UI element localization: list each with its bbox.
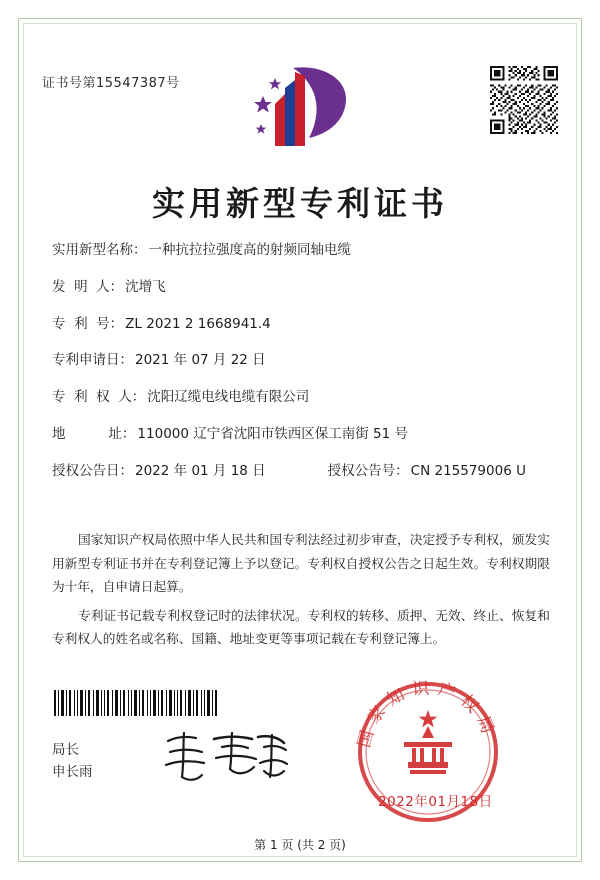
field-value-grant-number: CN 215579006 U (410, 462, 526, 479)
field-row-patentee (52, 387, 548, 407)
qr-code (490, 66, 558, 134)
cnipa-logo-icon (247, 62, 353, 152)
field-value: 一种抗拉拉强度高的射频同轴电缆 (148, 242, 351, 258)
patent-fields (52, 240, 548, 497)
field-label: 发 明 人： (52, 278, 124, 295)
director-role-label: 局长 (52, 742, 79, 758)
field-value: 2021 年 07 月 22 日 (135, 352, 266, 369)
page-footer: 第 1 页 (共 2 页) (254, 838, 346, 852)
field-row-address (52, 424, 548, 444)
field-row-inventor (52, 277, 548, 297)
seal-date: 2022年01月18日 (378, 794, 493, 810)
svg-text:国家知识产权局: 国家知识产权局 (354, 678, 501, 750)
field-value: 沈阳辽缆电线电缆有限公司 (147, 389, 310, 405)
handwritten-signature (160, 725, 290, 787)
field-label: 专利申请日： (52, 352, 133, 369)
director-name-label: 申长雨 (52, 763, 93, 780)
field-value-grant-date: 2022 年 01 月 18 日 (135, 462, 266, 479)
legal-text (52, 528, 550, 656)
legal-paragraph-2: 专利证书记载专利权登记时的法律状况。专利权的转移、质押、无效、终止、恢复和专利权人的姓名或名称、国籍、地址变更等事项记载在专利登记簿上。 (52, 607, 550, 646)
signature-block (52, 740, 93, 783)
field-row-application-date (52, 350, 548, 370)
field-value: 沈增飞 (125, 278, 166, 295)
field-row-grant-announcement (52, 461, 548, 481)
certificate-number: 证书号第15547387号 (42, 76, 180, 91)
field-label: 实用新型名称： (52, 242, 147, 258)
field-row-utility-model-name (52, 240, 548, 260)
field-label: 专 利 权 人： (52, 389, 146, 405)
field-value: ZL 2021 2 1668941.4 (125, 315, 271, 332)
field-row-patent-number (52, 314, 548, 334)
barcode (52, 690, 220, 716)
legal-paragraph-1: 国家知识产权局依照中华人民共和国专利法经过初步审查，决定授予专利权，颁发实用新型专利证书并在专利登记簿上予以登记。专利权自授权公告之日起生效。专利权期限为十年，自申请日起算。 (52, 532, 550, 594)
field-label: 地 址： (52, 425, 136, 442)
field-label: 专 利 号： (52, 315, 124, 332)
field-label-grant-number: 授权公告号： (327, 462, 409, 479)
field-label-grant-date: 授权公告日： (52, 462, 133, 479)
field-value: 110000 辽宁省沈阳市铁西区保工南街 51 号 (137, 425, 409, 442)
page-title: 实用新型专利证书 (152, 184, 448, 223)
